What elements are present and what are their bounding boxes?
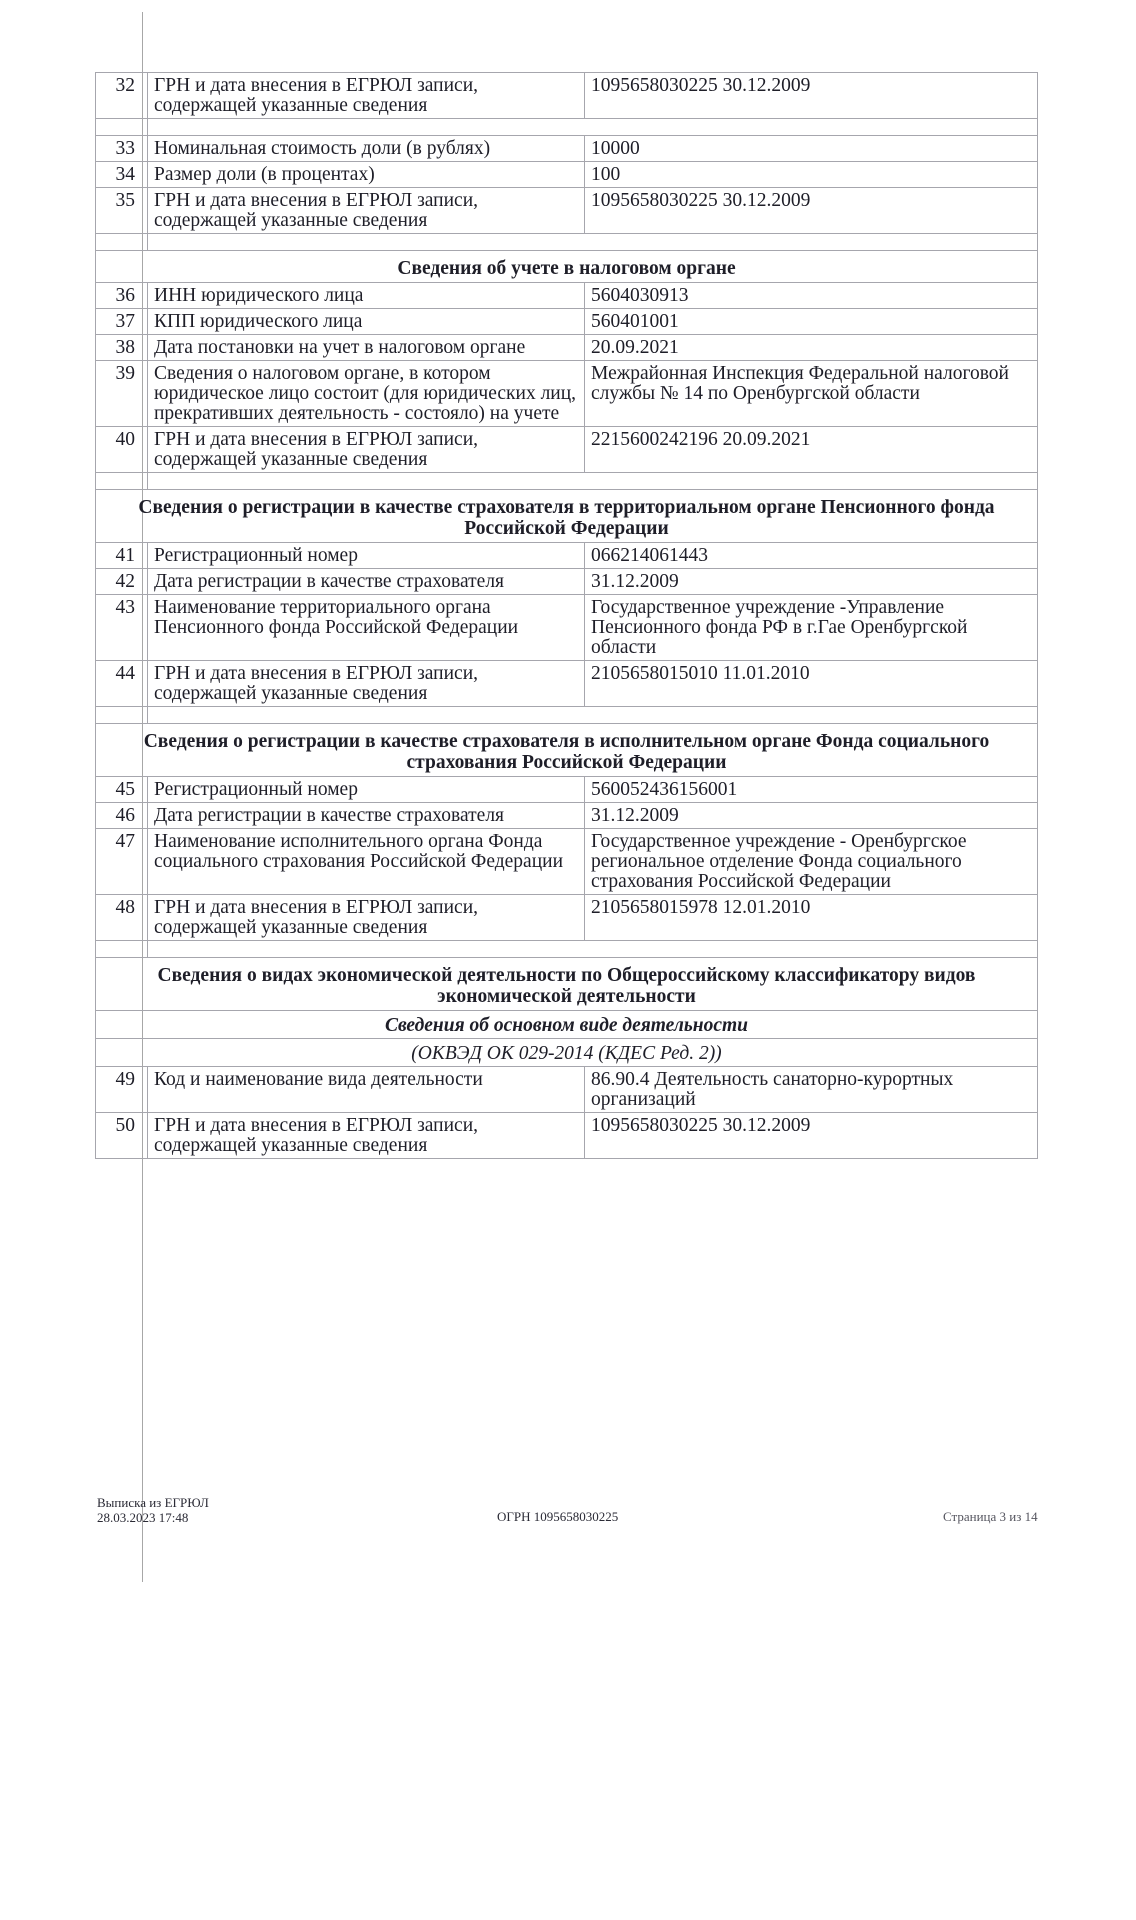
table-row	[96, 427, 1038, 473]
classifier-row	[96, 1039, 1038, 1067]
footer-page-number: Страница 3 из 14	[943, 1509, 1038, 1524]
row-number: 33	[96, 136, 148, 162]
row-number: 49	[96, 1067, 148, 1113]
footer-doc-title: Выписка из ЕГРЮЛ	[97, 1495, 209, 1510]
row-number: 44	[96, 661, 148, 707]
table-row	[96, 73, 1038, 119]
row-value: Государственное учреждение -Управление Пенсионного фонда РФ в г.Гае Оренбургской области	[585, 595, 1038, 661]
section-header-row	[96, 251, 1038, 283]
row-value: 066214061443	[585, 543, 1038, 569]
table-row	[96, 188, 1038, 234]
row-number: 47	[96, 829, 148, 895]
row-number: 48	[96, 895, 148, 941]
row-number: 40	[96, 427, 148, 473]
section-title: Сведения о видах экономической деятельности по Общероссийскому классификатору видов экономической деятельности	[96, 958, 1038, 1011]
section-title: Сведения об учете в налоговом органе	[96, 251, 1038, 283]
spacer-row	[96, 707, 1038, 724]
spacer-cell	[148, 234, 1038, 251]
row-label: Наименование территориального органа Пенсионного фонда Российской Федерации	[148, 595, 585, 661]
table-row	[96, 136, 1038, 162]
row-value: 2105658015978 12.01.2010	[585, 895, 1038, 941]
row-value: Государственное учреждение - Оренбургское региональное отделение Фонда социального страхования Российской Федерации	[585, 829, 1038, 895]
row-value: 86.90.4 Деятельность санаторно-курортных организаций	[585, 1067, 1038, 1113]
row-label: ГРН и дата внесения в ЕГРЮЛ записи, содержащей указанные сведения	[148, 188, 585, 234]
table-row	[96, 803, 1038, 829]
row-number: 50	[96, 1113, 148, 1159]
row-value: 10000	[585, 136, 1038, 162]
spacer-row	[96, 473, 1038, 490]
table-row	[96, 361, 1038, 427]
section-title: Сведения о регистрации в качестве страхователя в исполнительном органе Фонда социального страхования Российской Федерации	[96, 724, 1038, 777]
row-value: Межрайонная Инспекция Федеральной налоговой службы № 14 по Оренбургской области	[585, 361, 1038, 427]
spacer-cell	[96, 119, 148, 136]
row-label: Дата регистрации в качестве страхователя	[148, 803, 585, 829]
row-number: 38	[96, 335, 148, 361]
row-value: 100	[585, 162, 1038, 188]
row-number: 45	[96, 777, 148, 803]
spacer-row	[96, 234, 1038, 251]
row-label: Размер доли (в процентах)	[148, 162, 585, 188]
row-number: 35	[96, 188, 148, 234]
footer-ogrn: ОГРН 1095658030225	[497, 1509, 619, 1524]
spacer-cell	[96, 707, 148, 724]
table-row	[96, 283, 1038, 309]
section-title: Сведения о регистрации в качестве страхователя в территориальном органе Пенсионного фонда Российской Федерации	[96, 490, 1038, 543]
spacer-cell	[148, 473, 1038, 490]
spacer-cell	[148, 707, 1038, 724]
row-number: 46	[96, 803, 148, 829]
table-row	[96, 895, 1038, 941]
table-row	[96, 777, 1038, 803]
row-number: 34	[96, 162, 148, 188]
table-row	[96, 1067, 1038, 1113]
row-label: Наименование исполнительного органа Фонда социального страхования Российской Федерации	[148, 829, 585, 895]
row-number: 43	[96, 595, 148, 661]
table-row	[96, 569, 1038, 595]
spacer-cell	[96, 941, 148, 958]
row-label: ИНН юридического лица	[148, 283, 585, 309]
row-label: КПП юридического лица	[148, 309, 585, 335]
row-value: 560052436156001	[585, 777, 1038, 803]
table-row	[96, 1113, 1038, 1159]
row-value: 1095658030225 30.12.2009	[585, 73, 1038, 119]
row-value: 1095658030225 30.12.2009	[585, 188, 1038, 234]
row-number: 32	[96, 73, 148, 119]
spacer-cell	[148, 941, 1038, 958]
row-value: 560401001	[585, 309, 1038, 335]
row-value: 31.12.2009	[585, 803, 1038, 829]
spacer-cell	[148, 119, 1038, 136]
section-header-row	[96, 490, 1038, 543]
row-number: 36	[96, 283, 148, 309]
row-label: ГРН и дата внесения в ЕГРЮЛ записи, содержащей указанные сведения	[148, 427, 585, 473]
row-label: ГРН и дата внесения в ЕГРЮЛ записи, содержащей указанные сведения	[148, 1113, 585, 1159]
row-value: 2215600242196 20.09.2021	[585, 427, 1038, 473]
row-label: ГРН и дата внесения в ЕГРЮЛ записи, содержащей указанные сведения	[148, 895, 585, 941]
row-label: Дата регистрации в качестве страхователя	[148, 569, 585, 595]
section-header-row	[96, 958, 1038, 1011]
row-number: 39	[96, 361, 148, 427]
row-label: ГРН и дата внесения в ЕГРЮЛ записи, содержащей указанные сведения	[148, 661, 585, 707]
row-number: 41	[96, 543, 148, 569]
row-label: Номинальная стоимость доли (в рублях)	[148, 136, 585, 162]
row-number: 42	[96, 569, 148, 595]
row-label: Регистрационный номер	[148, 777, 585, 803]
classifier-caption: (ОКВЭД ОК 029-2014 (КДЕС Ред. 2))	[96, 1039, 1038, 1067]
spacer-cell	[96, 234, 148, 251]
row-value: 31.12.2009	[585, 569, 1038, 595]
spacer-cell	[96, 473, 148, 490]
footer-document-info	[97, 1495, 209, 1525]
spacer-row	[96, 941, 1038, 958]
table-row	[96, 661, 1038, 707]
table-row	[96, 595, 1038, 661]
row-label: Дата постановки на учет в налоговом органе	[148, 335, 585, 361]
table-row	[96, 543, 1038, 569]
row-label: Регистрационный номер	[148, 543, 585, 569]
section-header-row	[96, 724, 1038, 777]
table-row	[96, 309, 1038, 335]
row-value: 2105658015010 11.01.2010	[585, 661, 1038, 707]
egrul-extract-table	[95, 72, 1038, 1159]
subsection-title: Сведения об основном виде деятельности	[96, 1011, 1038, 1039]
row-value: 1095658030225 30.12.2009	[585, 1113, 1038, 1159]
row-label: Код и наименование вида деятельности	[148, 1067, 585, 1113]
table-row	[96, 335, 1038, 361]
row-number: 37	[96, 309, 148, 335]
row-label: Сведения о налоговом органе, в котором юридическое лицо состоит (для юридических лиц, прекративших деятельность - состояло) на учете	[148, 361, 585, 427]
row-value: 20.09.2021	[585, 335, 1038, 361]
subsection-header-row	[96, 1011, 1038, 1039]
row-value: 5604030913	[585, 283, 1038, 309]
row-label: ГРН и дата внесения в ЕГРЮЛ записи, содержащей указанные сведения	[148, 73, 585, 119]
table-row	[96, 162, 1038, 188]
footer-doc-datetime: 28.03.2023 17:48	[97, 1510, 189, 1525]
spacer-row	[96, 119, 1038, 136]
table-row	[96, 829, 1038, 895]
